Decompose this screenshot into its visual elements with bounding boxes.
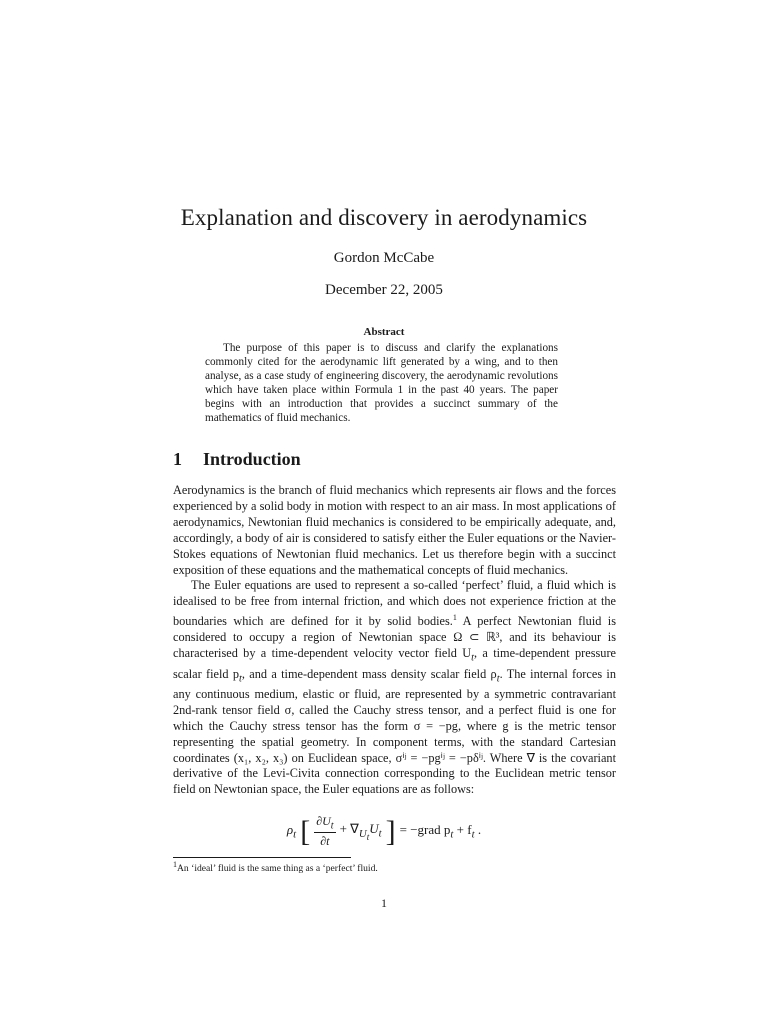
right-bracket: ] — [385, 814, 396, 848]
paragraph-2-part-1: The Euler equations are used to represent a so-called ‘perfect’ fluid, a fluid which is idealised to be free from internal friction, and which does not experience friction at the boundaries which are defined for it by solid bodies. — [173, 578, 616, 629]
paper-date: December 22, 2005 — [325, 282, 443, 298]
section-number: 1 — [173, 449, 182, 469]
section-heading — [173, 449, 301, 470]
paper-title: Explanation and discovery in aerodynamics — [180, 205, 588, 230]
paragraph-2-part-5: . The internal forces in any continuous medium, elastic or fluid, are represented by a symmetric contravariant 2nd-rank tensor field σ, called the Cauchy stress tensor, and a perfect fluid is one for which the Cauchy stress tensor has the form σ = −pg, where g is the metric tensor representing the spatial geometry. In component terms, with the standard Cartesian coordinates (x₁, x₂, x₃) on Euclidean space, σⁱʲ = −pgⁱʲ = −pδⁱʲ. Where ∇ is the covariant derivative of the Levi-Civita connection corresponding to the Euclidean metric tensor field on Newtonian space, the Euler equations are as follows: — [173, 666, 616, 797]
footnote-text: An ‘ideal’ fluid is the same thing as a ‘perfect’ fluid. — [177, 863, 378, 875]
euler-equation — [0, 814, 768, 849]
page-number: 1 — [381, 896, 387, 910]
footnote-rule — [173, 857, 351, 858]
paragraph-2: The Euler equations are used to represent a so-called ‘perfect’ fluid, a fluid which is idealised to be free from internal friction, and which does not experience friction at the boundaries which are defined for it by solid bodies.$^1$ A perfect Newtonian fluid is considered to occupy a region of Newtonian space Ω ⊂ ℝ³, and its behaviour is characterised by a time-dependent velocity vector field $U_t$, a time-dependent pressure scalar field $p_t$, and a time-dependent mass density scalar field $\rho_t$. The internal forces in any continuous medium, elastic or fluid, are represented by a symmetric contravariant 2nd-rank tensor field σ, called the Cauchy stress tensor, and a perfect fluid is one for which the Cauchy stress tensor has the form σ = −pg, where g is the metric tensor representing the spatial geometry. In component terms, with the standard Cartesian coordinates (x₁, x₂, x₃) on Euclidean space, σⁱʲ = −pgⁱʲ = −pδⁱʲ. Where ∇ is the covariant derivative of the Levi-Civita connection corresponding to the Euclidean metric tensor field on Newtonian space, the Euler equations are as follows: — [173, 578, 617, 797]
equation-density: $\rho_t$ — [286, 822, 297, 841]
equation-fraction — [314, 814, 335, 849]
body-text — [173, 483, 616, 798]
paragraph-2-part-3: , a time-dependent pressure scalar field p — [173, 646, 616, 681]
equation-covariant-term: + $\nabla_{U_t}U_t$ — [339, 821, 382, 843]
paragraph-2-part-4: , and a time-dependent mass density scalar field ρ — [241, 666, 497, 681]
abstract-text: The purpose of this paper is to discuss and clarify the explanations commonly cited for the aerodynamic lift generated by a wing, and to then analyse, as a case study of engineering discovery, the aerodynamic revolutions which have taken place within Formula 1 in the past 40 years. The paper begins with an introduction that provides a succinct summary of the mathematics of fluid mechanics. — [205, 342, 558, 424]
fraction-numerator: $\partial U_t$ — [316, 814, 334, 832]
footnote-number: 1 — [173, 860, 177, 869]
equation-rhs: = −grad $p_t + f_t$ . — [399, 822, 482, 841]
paragraph-2-part-2: A perfect Newtonian fluid is considered to occupy a region of Newtonian space Ω ⊂ ℝ³, and its behaviour is characterised by a time-dependent velocity vector field U — [173, 614, 617, 661]
paragraph-1: Aerodynamics is the branch of fluid mechanics which represents air flows and the forces experienced by a solid body in motion with respect to an air mass. In most applications of aerodynamics, Newtonian fluid mechanics is considered to be empirically adequate, and, accordingly, a body of air is considered to satisfy either the Euler equations or the Navier-Stokes equations of Newtonian fluid mechanics. Let us therefore begin with a succinct exposition of these equations and the mathematical concepts of fluid mechanics. — [173, 483, 616, 577]
abstract-heading: Abstract — [363, 326, 405, 338]
left-bracket: [ — [300, 814, 311, 848]
footnote — [173, 860, 378, 874]
section-title: Introduction — [203, 449, 301, 469]
footnote-marker[interactable]: 1 — [452, 613, 457, 623]
author-name: Gordon McCabe — [333, 250, 435, 266]
fraction-denominator: ∂t — [320, 834, 330, 849]
